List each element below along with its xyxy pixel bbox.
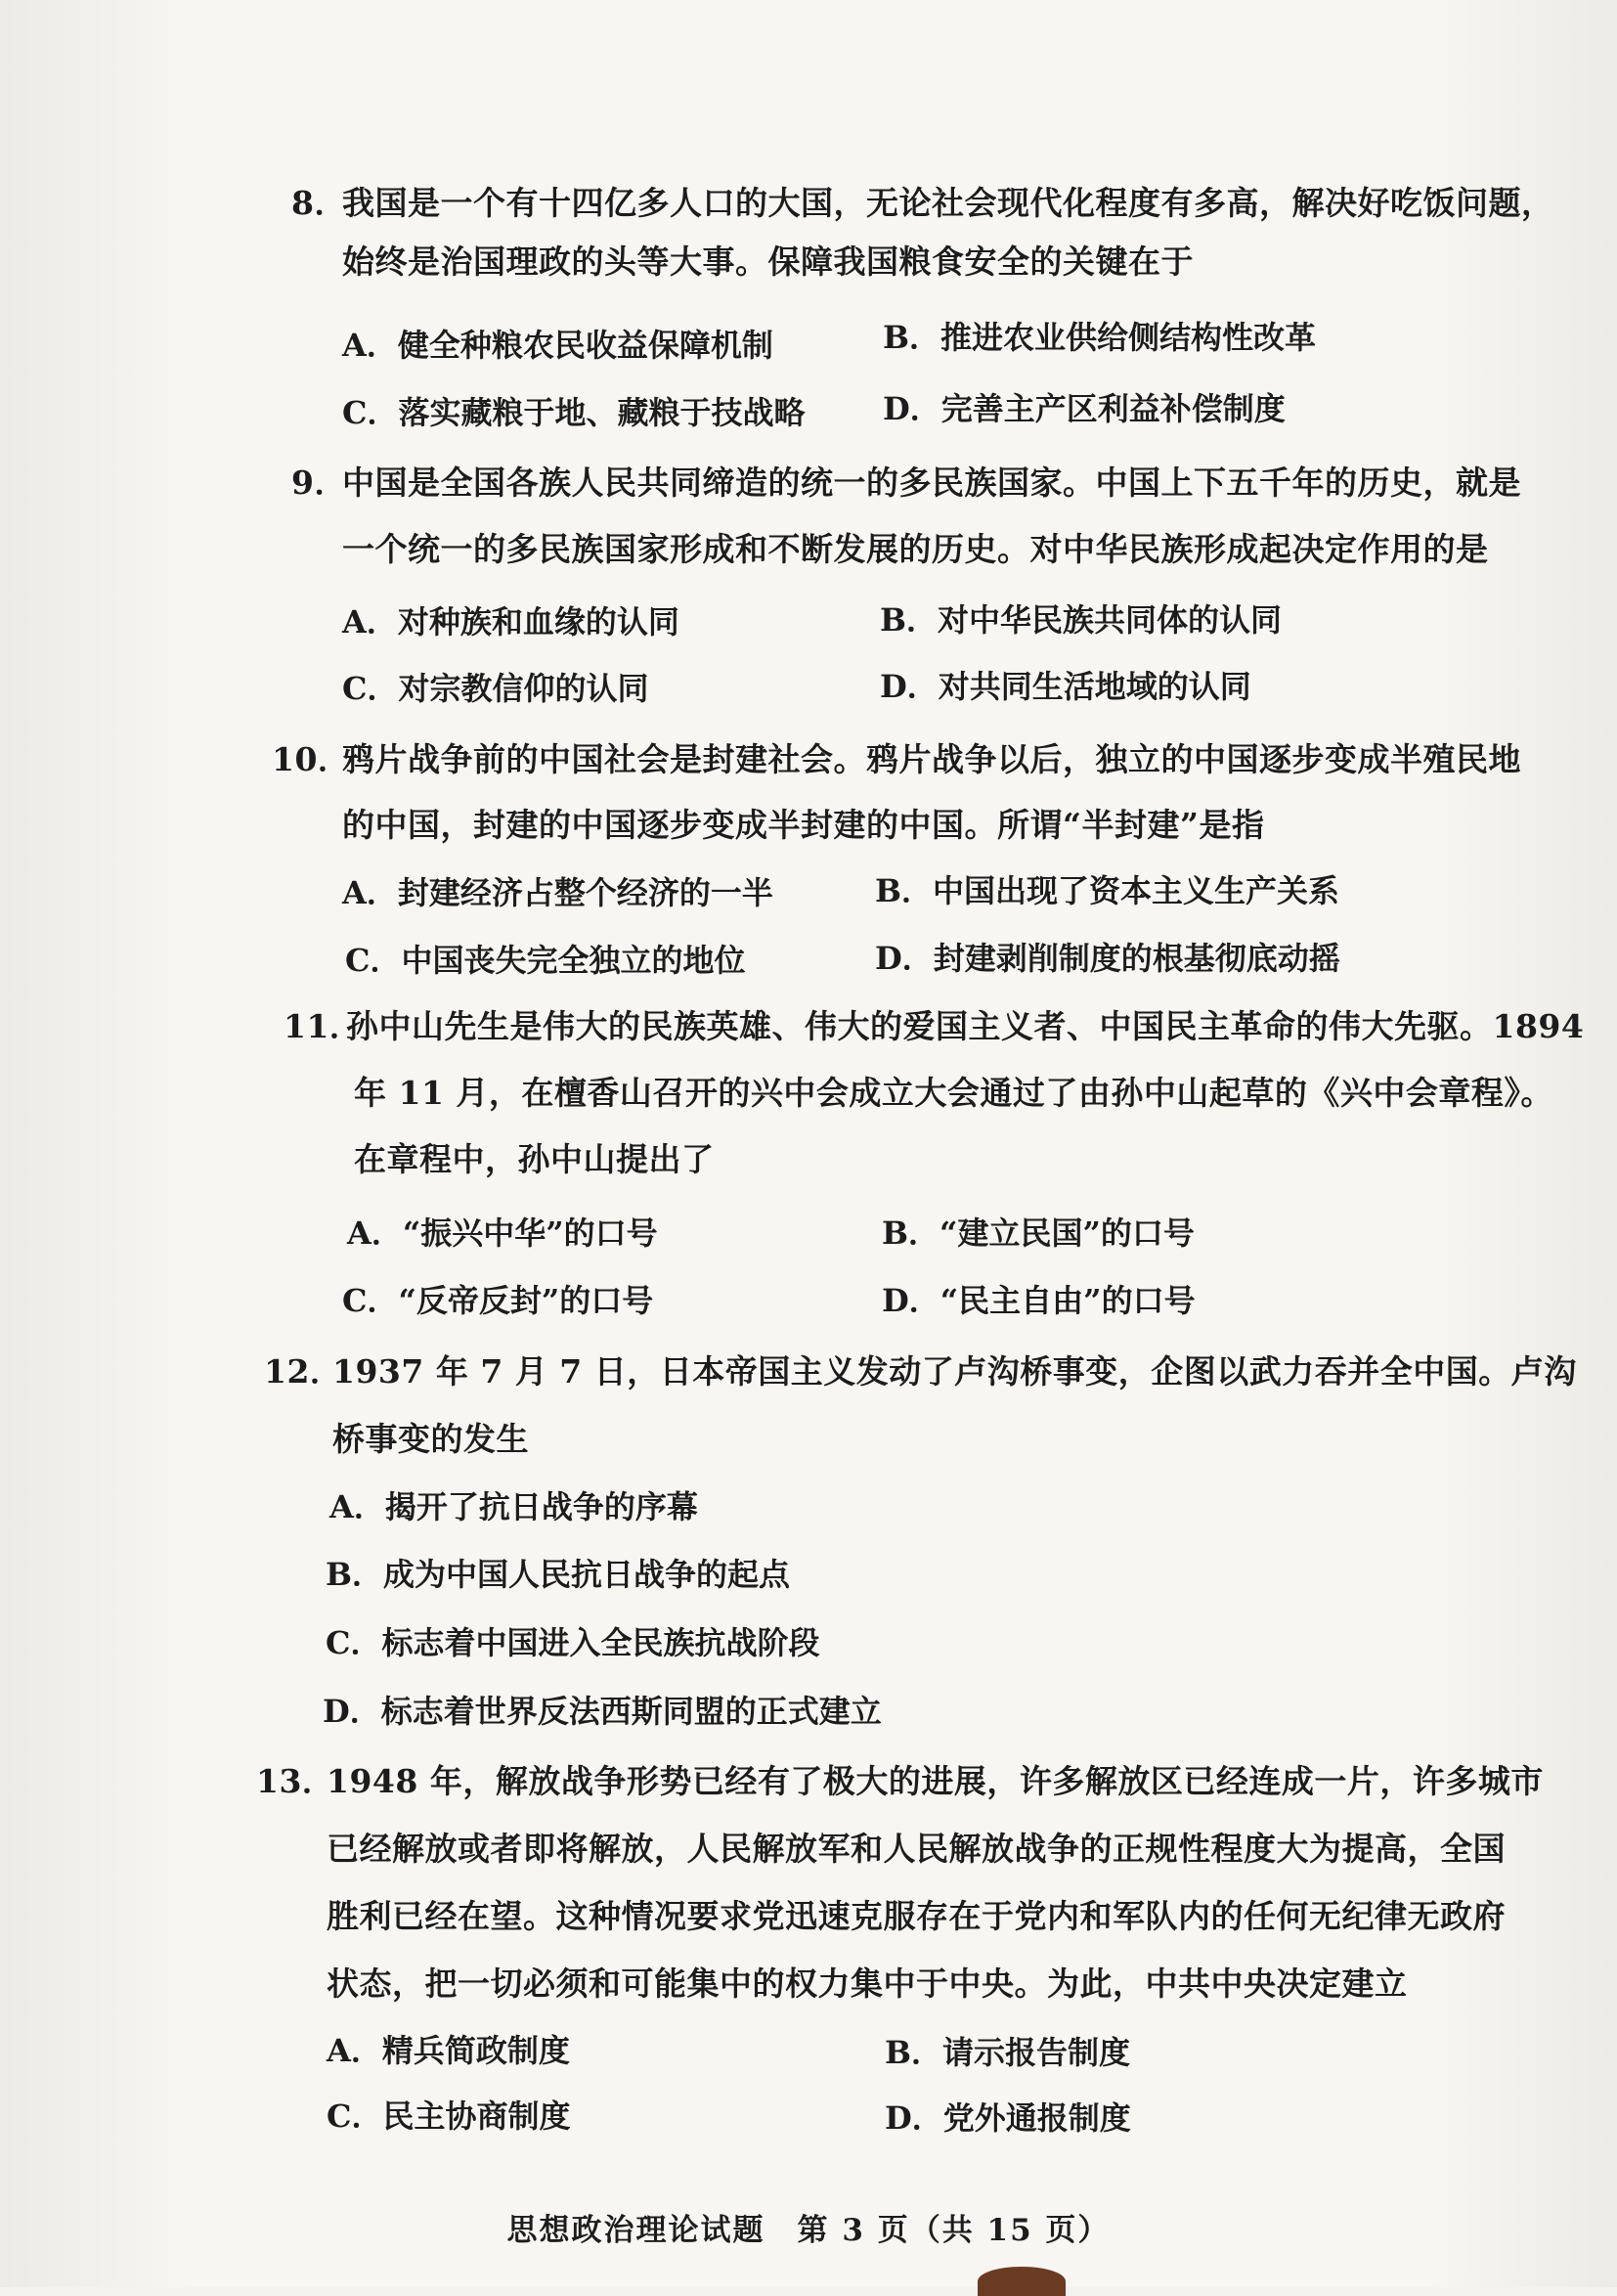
question-10-option-d: D．封建剥削制度的根基彻底动摇 [875, 940, 1340, 977]
question-11-option-c: C．“反帝反封”的口号 [342, 1282, 654, 1319]
question-11-line-3: 在章程中，孙中山提出了 [354, 1140, 715, 1178]
question-9-option-b: B．对中华民族共同体的认同 [880, 601, 1283, 639]
question-8-option-d: D．完善主产区利益补偿制度 [883, 390, 1286, 427]
question-9-line-2: 一个统一的多民族国家形成和不断发展的历史。对中华民族形成起决定作用的是 [342, 530, 1489, 568]
question-12-line-1: 1937 年 7 月 7 日，日本帝国主义发动了卢沟桥事变，企图以武力吞并全中国。卢沟 [332, 1352, 1577, 1391]
question-13-line-2: 已经解放或者即将解放，人民解放军和人民解放战争的正规性程度大为提高，全国 [327, 1830, 1506, 1868]
question-13-line-1: 1948 年，解放战争形势已经有了极大的进展，许多解放区已经连成一片，许多城市 [327, 1762, 1544, 1800]
question-13-line-3: 胜利已经在望。这种情况要求党迅速克服存在于党内和军队内的任何无纪律无政府 [327, 1897, 1506, 1935]
question-13-number: 13． [256, 1762, 335, 1800]
question-13-option-b: B．请示报告制度 [885, 2034, 1131, 2071]
question-12-option-c: C．标志着中国进入全民族抗战阶段 [326, 1624, 820, 1661]
question-8-line-2: 始终是治国理政的头等大事。保障我国粮食安全的关键在于 [342, 243, 1194, 281]
question-9-number: 9． [291, 464, 347, 502]
question-11-option-b: B．“建立民国”的口号 [882, 1214, 1195, 1252]
question-8-line-1: 我国是一个有十四亿多人口的大国，无论社会现代化程度有多高，解决好吃饭问题， [342, 184, 1554, 222]
question-13-option-c: C．民主协商制度 [327, 2097, 571, 2135]
question-10-option-c: C．中国丧失完全独立的地位 [345, 942, 746, 979]
question-11-line-1: 孙中山先生是伟大的民族英雄、伟大的爱国主义者、中国民主革命的伟大先驱。1894 [346, 1007, 1585, 1045]
question-12-option-a: A．揭开了抗日战争的序幕 [329, 1488, 698, 1525]
question-11-option-a: A．“振兴中华”的口号 [347, 1214, 658, 1252]
question-10-line-2: 的中国，封建的中国逐步变成半封建的中国。所谓“半封建”是指 [342, 806, 1265, 844]
question-9-option-a: A．对种族和血缘的认同 [342, 603, 679, 640]
question-10-option-b: B．中国出现了资本主义生产关系 [875, 872, 1340, 909]
question-12-line-2: 桥事变的发生 [332, 1420, 529, 1458]
question-8-option-c: C．落实藏粮于地、藏粮于技战略 [342, 394, 806, 431]
question-8-option-b: B．推进农业供给侧结构性改革 [883, 319, 1317, 356]
binding-clip-mark [978, 2267, 1066, 2296]
question-13-line-4: 状态，把一切必须和可能集中的权力集中于中央。为此，中共中央决定建立 [327, 1965, 1408, 2003]
question-8-option-a: A．健全种粮农民收益保障机制 [342, 327, 773, 364]
question-12-option-d: D．标志着世界反法西斯同盟的正式建立 [323, 1693, 882, 1730]
question-10-number: 10． [272, 740, 351, 778]
question-9-line-1: 中国是全国各族人民共同缔造的统一的多民族国家。中国上下五千年的历史，就是 [342, 464, 1521, 502]
question-9-option-c: C．对宗教信仰的认同 [342, 670, 649, 707]
question-12-option-b: B．成为中国人民抗日战争的起点 [326, 1556, 791, 1593]
question-10-option-a: A．封建经济占整个经济的一半 [342, 874, 773, 911]
question-9-option-d: D．对共同生活地域的认同 [880, 668, 1251, 705]
question-11-option-d: D．“民主自由”的口号 [882, 1282, 1196, 1319]
page-footer: 思想政治理论试题 第 3 页（共 15 页） [506, 2213, 1111, 2248]
question-12-number: 12． [264, 1352, 343, 1391]
question-10-line-1: 鸦片战争前的中国社会是封建社会。鸦片战争以后，独立的中国逐步变成半殖民地 [342, 740, 1521, 778]
question-13-option-a: A．精兵简政制度 [327, 2032, 570, 2069]
question-13-option-d: D．党外通报制度 [885, 2099, 1131, 2137]
question-11-line-2: 年 11 月，在檀香山召开的兴中会成立大会通过了由孙中山起草的《兴中会章程》。 [354, 1074, 1553, 1112]
question-8-number: 8． [291, 184, 347, 222]
question-11-number: 11． [284, 1007, 363, 1045]
